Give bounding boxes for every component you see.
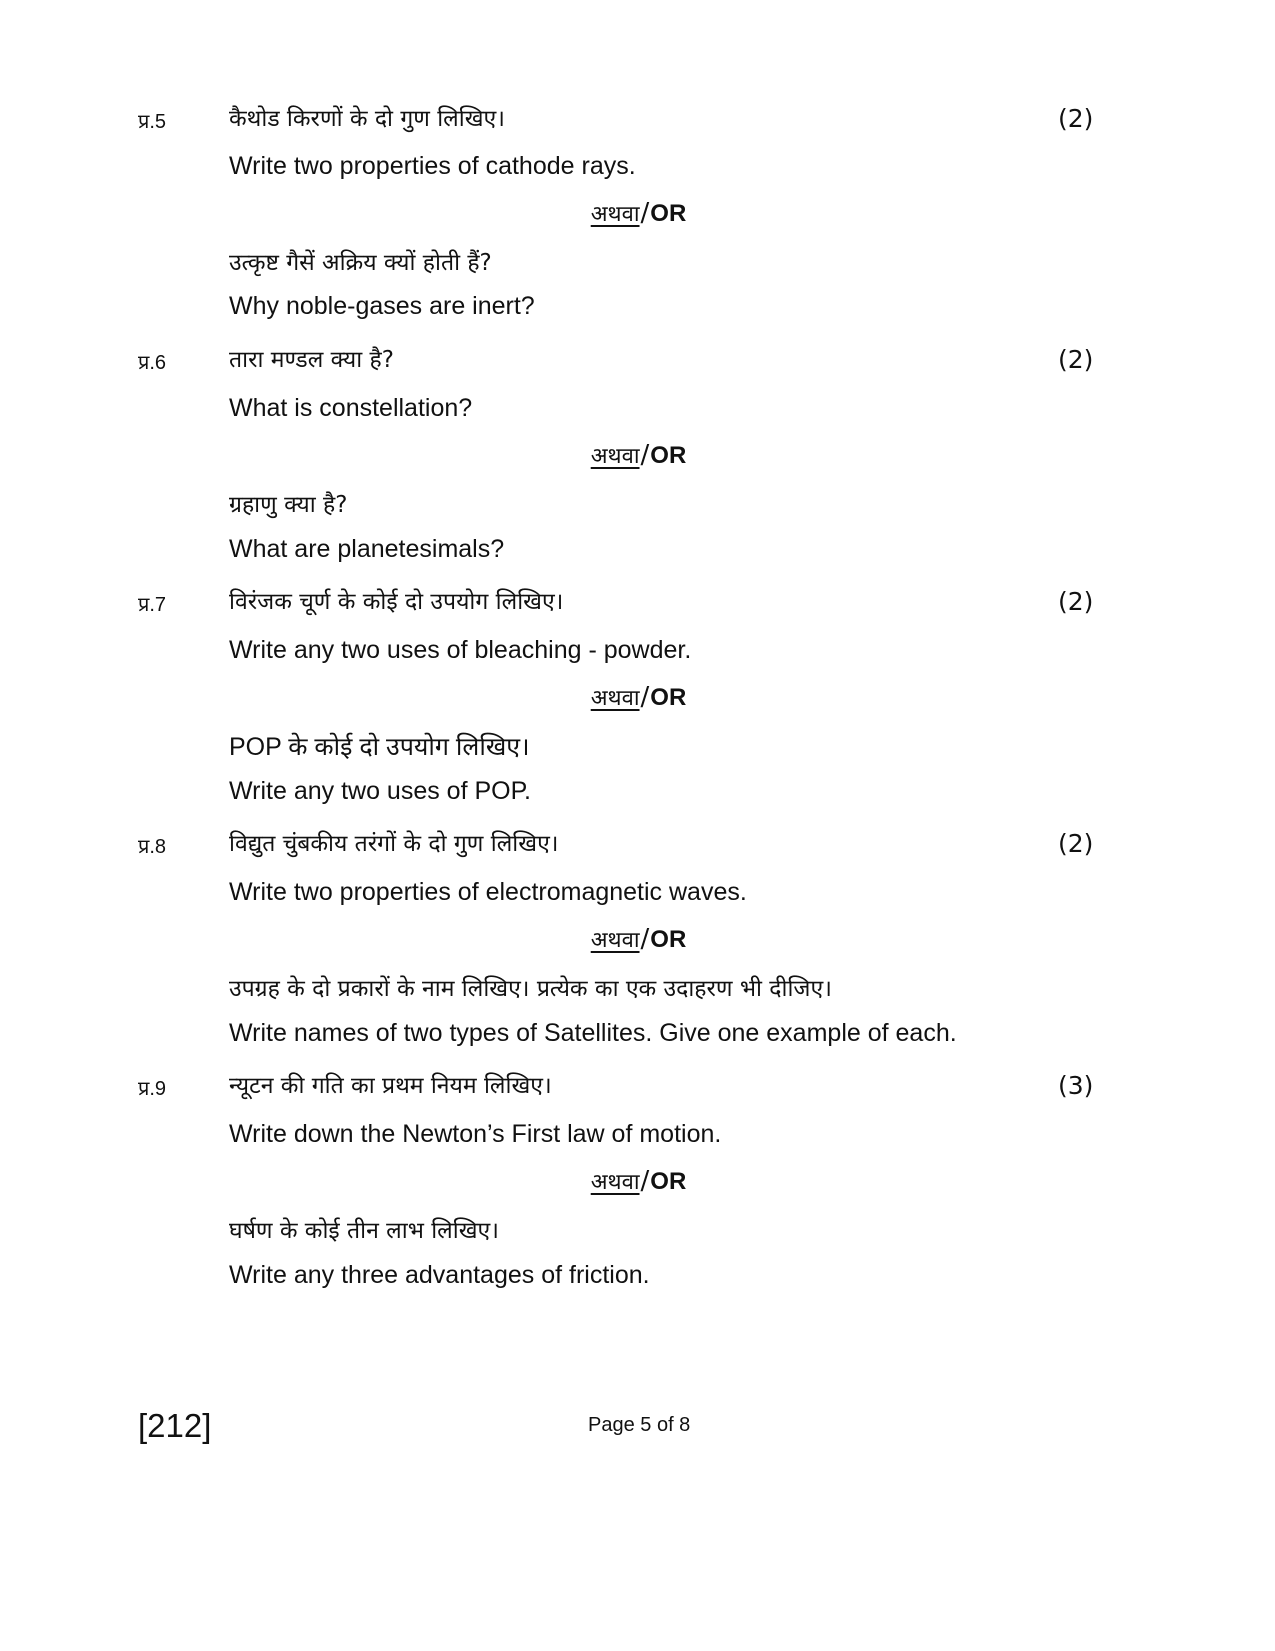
question-text-hindi: विद्युत चुंबकीय तरंगों के दो गुण लिखिए। — [229, 831, 559, 857]
or-label-english: OR — [650, 1168, 687, 1195]
or-separator — [0, 924, 1275, 954]
question-text-hindi: कैथोड किरणों के दो गुण लिखिए। — [229, 106, 505, 132]
or-slash: / — [640, 440, 650, 470]
or-separator — [0, 440, 1275, 470]
or-label-hindi: अथवा — [590, 686, 640, 711]
question-text-english: Write down the Newton’s First law of motion. — [229, 1120, 722, 1148]
alternative-text-english: What are planetesimals? — [229, 535, 505, 563]
alternative-text-hindi: उपग्रह के दो प्रकारों के नाम लिखिए। प्रत्येक का एक उदाहरण भी दीजिए। — [229, 976, 832, 1002]
alternative-text-hindi: POP के कोई दो उपयोग लिखिए। — [229, 733, 530, 761]
or-separator — [0, 1166, 1275, 1196]
alternative-text-english: Write names of two types of Satellites. Give one example of each. — [229, 1019, 957, 1047]
question-text-english: Write any two uses of bleaching - powder. — [229, 636, 692, 664]
question-marks: (2) — [1058, 829, 1094, 858]
or-slash: / — [640, 924, 650, 954]
or-slash: / — [640, 682, 650, 712]
or-label-hindi: अथवा — [590, 1170, 640, 1195]
alternative-text-english: Write any three advantages of friction. — [229, 1261, 650, 1289]
question-text-english: Write two properties of electromagnetic waves. — [229, 878, 747, 906]
or-label-english: OR — [650, 926, 687, 953]
or-slash: / — [640, 1166, 650, 1196]
or-separator — [0, 198, 1275, 228]
alternative-text-english: Write any two uses of POP. — [229, 777, 531, 805]
question-text-hindi: न्यूटन की गति का प्रथम नियम लिखिए। — [229, 1073, 552, 1099]
or-label-english: OR — [650, 442, 687, 469]
question-marks: (2) — [1058, 587, 1094, 616]
paper-code: [212] — [138, 1407, 212, 1444]
question-marks: (2) — [1058, 104, 1094, 133]
question-number: प्र.8 — [138, 836, 167, 858]
alternative-text-english: Why noble-gases are inert? — [229, 292, 535, 320]
alternative-text-hindi: ग्रहाणु क्या है? — [229, 492, 348, 518]
question-text-hindi: विरंजक चूर्ण के कोई दो उपयोग लिखिए। — [229, 589, 564, 615]
alternative-text-hindi: घर्षण के कोई तीन लाभ लिखिए। — [229, 1218, 499, 1244]
question-text-english: Write two properties of cathode rays. — [229, 152, 636, 180]
alternative-text-hindi: उत्कृष्ट गैसें अक्रिय क्यों होती हैं? — [229, 250, 492, 276]
page-number: Page 5 of 8 — [588, 1414, 691, 1436]
or-separator — [0, 682, 1275, 712]
or-label-hindi: अथवा — [590, 202, 640, 227]
question-marks: (3) — [1058, 1071, 1094, 1100]
question-text-hindi: तारा मण्डल क्या है? — [229, 347, 394, 373]
question-text-english: What is constellation? — [229, 394, 473, 422]
question-number: प्र.9 — [138, 1078, 167, 1100]
question-number: प्र.6 — [138, 352, 167, 374]
question-number: प्र.7 — [138, 594, 167, 616]
question-marks: (2) — [1058, 345, 1094, 374]
or-label-english: OR — [650, 200, 687, 227]
or-label-hindi: अथवा — [590, 928, 640, 953]
or-label-hindi: अथवा — [590, 444, 640, 469]
or-slash: / — [640, 198, 650, 228]
question-number: प्र.5 — [138, 111, 167, 133]
or-label-english: OR — [650, 684, 687, 711]
